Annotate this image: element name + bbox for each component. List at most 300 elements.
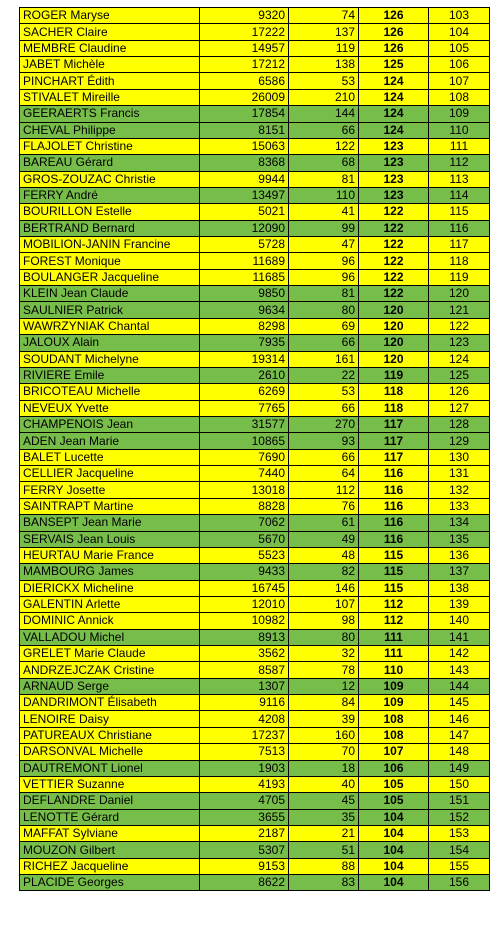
member-name-cell: WAWRZYNIAK Chantal xyxy=(20,318,200,334)
table-row xyxy=(20,171,490,187)
table-row xyxy=(20,678,490,694)
member-name-cell: SAINTRAPT Martine xyxy=(20,498,200,514)
count-cell: 39 xyxy=(289,711,359,727)
points-total-cell: 19314 xyxy=(200,351,289,367)
count-cell: 112 xyxy=(289,482,359,498)
rank-cell: 147 xyxy=(429,727,490,743)
rank-cell: 103 xyxy=(429,8,490,24)
table-row xyxy=(20,400,490,416)
points-total-cell: 8622 xyxy=(200,875,289,891)
points-total-cell: 9634 xyxy=(200,302,289,318)
points-total-cell: 7513 xyxy=(200,744,289,760)
count-cell: 82 xyxy=(289,564,359,580)
table-row xyxy=(20,662,490,678)
member-name-cell: SACHER Claire xyxy=(20,24,200,40)
rank-cell: 122 xyxy=(429,318,490,334)
points-total-cell: 9944 xyxy=(200,171,289,187)
rank-cell: 125 xyxy=(429,367,490,383)
member-name-cell: GALENTIN Arlette xyxy=(20,596,200,612)
score-cell: 115 xyxy=(359,564,429,580)
rank-cell: 120 xyxy=(429,286,490,302)
rank-cell: 128 xyxy=(429,416,490,432)
points-total-cell: 16745 xyxy=(200,580,289,596)
table-row xyxy=(20,646,490,662)
score-cell: 118 xyxy=(359,384,429,400)
table-row xyxy=(20,482,490,498)
points-total-cell: 9153 xyxy=(200,858,289,874)
score-cell: 106 xyxy=(359,760,429,776)
score-cell: 109 xyxy=(359,678,429,694)
points-total-cell: 2610 xyxy=(200,367,289,383)
count-cell: 84 xyxy=(289,695,359,711)
table-row xyxy=(20,498,490,514)
member-name-cell: ARNAUD Serge xyxy=(20,678,200,694)
rank-cell: 116 xyxy=(429,220,490,236)
points-total-cell: 11689 xyxy=(200,253,289,269)
member-name-cell: BANSEPT Jean Marie xyxy=(20,515,200,531)
rank-cell: 121 xyxy=(429,302,490,318)
count-cell: 51 xyxy=(289,842,359,858)
score-cell: 104 xyxy=(359,858,429,874)
member-name-cell: BERTRAND Bernard xyxy=(20,220,200,236)
score-cell: 120 xyxy=(359,335,429,351)
member-name-cell: HEURTAU Marie France xyxy=(20,547,200,563)
count-cell: 45 xyxy=(289,793,359,809)
score-cell: 104 xyxy=(359,809,429,825)
rank-cell: 151 xyxy=(429,793,490,809)
points-total-cell: 17237 xyxy=(200,727,289,743)
count-cell: 53 xyxy=(289,73,359,89)
score-cell: 122 xyxy=(359,286,429,302)
table-row xyxy=(20,302,490,318)
score-cell: 116 xyxy=(359,482,429,498)
rank-cell: 153 xyxy=(429,825,490,841)
rank-cell: 131 xyxy=(429,466,490,482)
count-cell: 83 xyxy=(289,875,359,891)
count-cell: 96 xyxy=(289,253,359,269)
member-name-cell: BOULANGER Jacqueline xyxy=(20,269,200,285)
count-cell: 81 xyxy=(289,286,359,302)
table-row xyxy=(20,416,490,432)
rank-cell: 104 xyxy=(429,24,490,40)
table-row xyxy=(20,613,490,629)
count-cell: 146 xyxy=(289,580,359,596)
points-total-cell: 1307 xyxy=(200,678,289,694)
table-row xyxy=(20,875,490,891)
points-total-cell: 4208 xyxy=(200,711,289,727)
member-name-cell: BAREAU Gérard xyxy=(20,155,200,171)
points-total-cell: 4705 xyxy=(200,793,289,809)
rank-cell: 136 xyxy=(429,547,490,563)
count-cell: 66 xyxy=(289,122,359,138)
count-cell: 66 xyxy=(289,449,359,465)
member-name-cell: BRICOTEAU Michelle xyxy=(20,384,200,400)
member-name-cell: DAUTREMONT Lionel xyxy=(20,760,200,776)
score-cell: 120 xyxy=(359,302,429,318)
member-name-cell: MOBILION-JANIN Francine xyxy=(20,237,200,253)
score-cell: 126 xyxy=(359,24,429,40)
points-total-cell: 2187 xyxy=(200,825,289,841)
table-row xyxy=(20,776,490,792)
count-cell: 80 xyxy=(289,629,359,645)
points-total-cell: 6269 xyxy=(200,384,289,400)
score-cell: 116 xyxy=(359,498,429,514)
member-name-cell: PATUREAUX Christiane xyxy=(20,727,200,743)
count-cell: 119 xyxy=(289,40,359,56)
table-row xyxy=(20,466,490,482)
count-cell: 32 xyxy=(289,646,359,662)
table-row xyxy=(20,760,490,776)
count-cell: 98 xyxy=(289,613,359,629)
score-cell: 109 xyxy=(359,695,429,711)
points-total-cell: 9850 xyxy=(200,286,289,302)
count-cell: 61 xyxy=(289,515,359,531)
rank-cell: 152 xyxy=(429,809,490,825)
rank-cell: 110 xyxy=(429,122,490,138)
rank-cell: 148 xyxy=(429,744,490,760)
table-row xyxy=(20,596,490,612)
score-cell: 122 xyxy=(359,269,429,285)
table-row xyxy=(20,106,490,122)
points-total-cell: 5728 xyxy=(200,237,289,253)
score-cell: 117 xyxy=(359,433,429,449)
rank-cell: 105 xyxy=(429,40,490,56)
score-cell: 116 xyxy=(359,531,429,547)
rank-cell: 123 xyxy=(429,335,490,351)
table-row xyxy=(20,122,490,138)
ranking-table-body xyxy=(20,8,490,891)
count-cell: 68 xyxy=(289,155,359,171)
score-cell: 126 xyxy=(359,8,429,24)
rank-cell: 146 xyxy=(429,711,490,727)
score-cell: 126 xyxy=(359,40,429,56)
count-cell: 35 xyxy=(289,809,359,825)
points-total-cell: 7440 xyxy=(200,466,289,482)
count-cell: 40 xyxy=(289,776,359,792)
score-cell: 124 xyxy=(359,89,429,105)
rank-cell: 150 xyxy=(429,776,490,792)
table-row xyxy=(20,793,490,809)
table-row xyxy=(20,580,490,596)
member-name-cell: SERVAIS Jean Louis xyxy=(20,531,200,547)
rank-cell: 107 xyxy=(429,73,490,89)
score-cell: 116 xyxy=(359,515,429,531)
rank-cell: 117 xyxy=(429,237,490,253)
points-total-cell: 9433 xyxy=(200,564,289,580)
member-name-cell: BOURILLON Estelle xyxy=(20,204,200,220)
rank-cell: 143 xyxy=(429,662,490,678)
points-total-cell: 7935 xyxy=(200,335,289,351)
score-cell: 123 xyxy=(359,155,429,171)
score-cell: 123 xyxy=(359,171,429,187)
member-name-cell: MAFFAT Sylviane xyxy=(20,825,200,841)
count-cell: 160 xyxy=(289,727,359,743)
score-cell: 104 xyxy=(359,842,429,858)
points-total-cell: 13497 xyxy=(200,187,289,203)
count-cell: 66 xyxy=(289,400,359,416)
table-row xyxy=(20,40,490,56)
member-name-cell: CHAMPENOIS Jean xyxy=(20,416,200,432)
table-row xyxy=(20,547,490,563)
count-cell: 18 xyxy=(289,760,359,776)
points-total-cell: 31577 xyxy=(200,416,289,432)
member-name-cell: MEMBRE Claudine xyxy=(20,40,200,56)
member-name-cell: GRELET Marie Claude xyxy=(20,646,200,662)
member-name-cell: CHEVAL Philippe xyxy=(20,122,200,138)
points-total-cell: 6586 xyxy=(200,73,289,89)
score-cell: 119 xyxy=(359,367,429,383)
table-row xyxy=(20,433,490,449)
score-cell: 120 xyxy=(359,318,429,334)
table-row xyxy=(20,858,490,874)
score-cell: 107 xyxy=(359,744,429,760)
table-row xyxy=(20,809,490,825)
member-name-cell: FERRY Josette xyxy=(20,482,200,498)
count-cell: 12 xyxy=(289,678,359,694)
member-name-cell: NEVEUX Yvette xyxy=(20,400,200,416)
member-name-cell: GROS-ZOUZAC Christie xyxy=(20,171,200,187)
table-row xyxy=(20,515,490,531)
rank-cell: 142 xyxy=(429,646,490,662)
member-name-cell: DANDRIMONT Élisabeth xyxy=(20,695,200,711)
ranking-table xyxy=(19,7,490,891)
table-row xyxy=(20,269,490,285)
score-cell: 123 xyxy=(359,187,429,203)
points-total-cell: 26009 xyxy=(200,89,289,105)
table-row xyxy=(20,449,490,465)
score-cell: 120 xyxy=(359,351,429,367)
rank-cell: 145 xyxy=(429,695,490,711)
rank-cell: 115 xyxy=(429,204,490,220)
rank-cell: 139 xyxy=(429,596,490,612)
points-total-cell: 12090 xyxy=(200,220,289,236)
table-row xyxy=(20,711,490,727)
count-cell: 22 xyxy=(289,367,359,383)
table-row xyxy=(20,57,490,73)
rank-cell: 141 xyxy=(429,629,490,645)
member-name-cell: FOREST Monique xyxy=(20,253,200,269)
member-name-cell: JABET Michèle xyxy=(20,57,200,73)
points-total-cell: 3655 xyxy=(200,809,289,825)
points-total-cell: 10865 xyxy=(200,433,289,449)
score-cell: 122 xyxy=(359,220,429,236)
points-total-cell: 1903 xyxy=(200,760,289,776)
score-cell: 125 xyxy=(359,57,429,73)
points-total-cell: 17854 xyxy=(200,106,289,122)
rank-cell: 129 xyxy=(429,433,490,449)
points-total-cell: 15063 xyxy=(200,138,289,154)
count-cell: 80 xyxy=(289,302,359,318)
table-row xyxy=(20,204,490,220)
table-row xyxy=(20,629,490,645)
score-cell: 104 xyxy=(359,825,429,841)
rank-cell: 113 xyxy=(429,171,490,187)
count-cell: 88 xyxy=(289,858,359,874)
points-total-cell: 8913 xyxy=(200,629,289,645)
ranking-table-container xyxy=(19,7,489,891)
score-cell: 122 xyxy=(359,253,429,269)
points-total-cell: 5021 xyxy=(200,204,289,220)
count-cell: 99 xyxy=(289,220,359,236)
table-row xyxy=(20,825,490,841)
rank-cell: 130 xyxy=(429,449,490,465)
table-row xyxy=(20,351,490,367)
member-name-cell: MAMBOURG James xyxy=(20,564,200,580)
table-row xyxy=(20,286,490,302)
rank-cell: 114 xyxy=(429,187,490,203)
table-row xyxy=(20,744,490,760)
score-cell: 105 xyxy=(359,793,429,809)
count-cell: 161 xyxy=(289,351,359,367)
member-name-cell: LENOTTE Gérard xyxy=(20,809,200,825)
score-cell: 112 xyxy=(359,613,429,629)
count-cell: 137 xyxy=(289,24,359,40)
member-name-cell: GEERAERTS Francis xyxy=(20,106,200,122)
table-row xyxy=(20,727,490,743)
member-name-cell: ADEN Jean Marie xyxy=(20,433,200,449)
score-cell: 124 xyxy=(359,73,429,89)
count-cell: 21 xyxy=(289,825,359,841)
points-total-cell: 5670 xyxy=(200,531,289,547)
score-cell: 112 xyxy=(359,596,429,612)
member-name-cell: DARSONVAL Michelle xyxy=(20,744,200,760)
rank-cell: 140 xyxy=(429,613,490,629)
rank-cell: 119 xyxy=(429,269,490,285)
score-cell: 123 xyxy=(359,138,429,154)
rank-cell: 112 xyxy=(429,155,490,171)
member-name-cell: PLACIDE Georges xyxy=(20,875,200,891)
points-total-cell: 5307 xyxy=(200,842,289,858)
count-cell: 138 xyxy=(289,57,359,73)
count-cell: 96 xyxy=(289,269,359,285)
count-cell: 76 xyxy=(289,498,359,514)
points-total-cell: 13018 xyxy=(200,482,289,498)
count-cell: 78 xyxy=(289,662,359,678)
member-name-cell: VALLADOU Michel xyxy=(20,629,200,645)
score-cell: 122 xyxy=(359,237,429,253)
member-name-cell: ANDRZEJCZAK Cristine xyxy=(20,662,200,678)
count-cell: 47 xyxy=(289,237,359,253)
points-total-cell: 4193 xyxy=(200,776,289,792)
count-cell: 53 xyxy=(289,384,359,400)
points-total-cell: 7062 xyxy=(200,515,289,531)
score-cell: 116 xyxy=(359,466,429,482)
member-name-cell: JALOUX Alain xyxy=(20,335,200,351)
count-cell: 122 xyxy=(289,138,359,154)
points-total-cell: 9320 xyxy=(200,8,289,24)
points-total-cell: 12010 xyxy=(200,596,289,612)
member-name-cell: BALET Lucette xyxy=(20,449,200,465)
points-total-cell: 7765 xyxy=(200,400,289,416)
points-total-cell: 8298 xyxy=(200,318,289,334)
rank-cell: 109 xyxy=(429,106,490,122)
member-name-cell: LENOIRE Daisy xyxy=(20,711,200,727)
points-total-cell: 8828 xyxy=(200,498,289,514)
rank-cell: 156 xyxy=(429,875,490,891)
count-cell: 48 xyxy=(289,547,359,563)
rank-cell: 134 xyxy=(429,515,490,531)
count-cell: 93 xyxy=(289,433,359,449)
count-cell: 74 xyxy=(289,8,359,24)
score-cell: 115 xyxy=(359,547,429,563)
table-row xyxy=(20,367,490,383)
table-row xyxy=(20,89,490,105)
member-name-cell: KLEIN Jean Claude xyxy=(20,286,200,302)
points-total-cell: 17212 xyxy=(200,57,289,73)
table-row xyxy=(20,73,490,89)
points-total-cell: 17222 xyxy=(200,24,289,40)
points-total-cell: 8368 xyxy=(200,155,289,171)
score-cell: 108 xyxy=(359,727,429,743)
rank-cell: 126 xyxy=(429,384,490,400)
rank-cell: 111 xyxy=(429,138,490,154)
table-row xyxy=(20,695,490,711)
rank-cell: 138 xyxy=(429,580,490,596)
member-name-cell: DOMINIC Annick xyxy=(20,613,200,629)
score-cell: 117 xyxy=(359,449,429,465)
count-cell: 270 xyxy=(289,416,359,432)
points-total-cell: 11685 xyxy=(200,269,289,285)
member-name-cell: FLAJOLET Christine xyxy=(20,138,200,154)
points-total-cell: 14957 xyxy=(200,40,289,56)
count-cell: 41 xyxy=(289,204,359,220)
rank-cell: 137 xyxy=(429,564,490,580)
member-name-cell: DIERICKX Micheline xyxy=(20,580,200,596)
count-cell: 81 xyxy=(289,171,359,187)
score-cell: 111 xyxy=(359,629,429,645)
rank-cell: 155 xyxy=(429,858,490,874)
score-cell: 111 xyxy=(359,646,429,662)
score-cell: 118 xyxy=(359,400,429,416)
table-row xyxy=(20,564,490,580)
score-cell: 105 xyxy=(359,776,429,792)
count-cell: 64 xyxy=(289,466,359,482)
score-cell: 108 xyxy=(359,711,429,727)
member-name-cell: VETTIER Suzanne xyxy=(20,776,200,792)
points-total-cell: 5523 xyxy=(200,547,289,563)
member-name-cell: SOUDANT Michelyne xyxy=(20,351,200,367)
table-row xyxy=(20,8,490,24)
member-name-cell: RICHEZ Jacqueline xyxy=(20,858,200,874)
table-row xyxy=(20,531,490,547)
rank-cell: 133 xyxy=(429,498,490,514)
count-cell: 107 xyxy=(289,596,359,612)
rank-cell: 135 xyxy=(429,531,490,547)
count-cell: 66 xyxy=(289,335,359,351)
member-name-cell: PINCHART Édith xyxy=(20,73,200,89)
member-name-cell: SAULNIER Patrick xyxy=(20,302,200,318)
table-row xyxy=(20,842,490,858)
score-cell: 115 xyxy=(359,580,429,596)
points-total-cell: 3562 xyxy=(200,646,289,662)
member-name-cell: STIVALET Mireille xyxy=(20,89,200,105)
rank-cell: 132 xyxy=(429,482,490,498)
member-name-cell: RIVIERE Emile xyxy=(20,367,200,383)
table-row xyxy=(20,335,490,351)
rank-cell: 154 xyxy=(429,842,490,858)
count-cell: 49 xyxy=(289,531,359,547)
rank-cell: 106 xyxy=(429,57,490,73)
score-cell: 117 xyxy=(359,416,429,432)
table-row xyxy=(20,237,490,253)
count-cell: 70 xyxy=(289,744,359,760)
count-cell: 144 xyxy=(289,106,359,122)
points-total-cell: 10982 xyxy=(200,613,289,629)
score-cell: 124 xyxy=(359,122,429,138)
score-cell: 110 xyxy=(359,662,429,678)
rank-cell: 124 xyxy=(429,351,490,367)
rank-cell: 149 xyxy=(429,760,490,776)
